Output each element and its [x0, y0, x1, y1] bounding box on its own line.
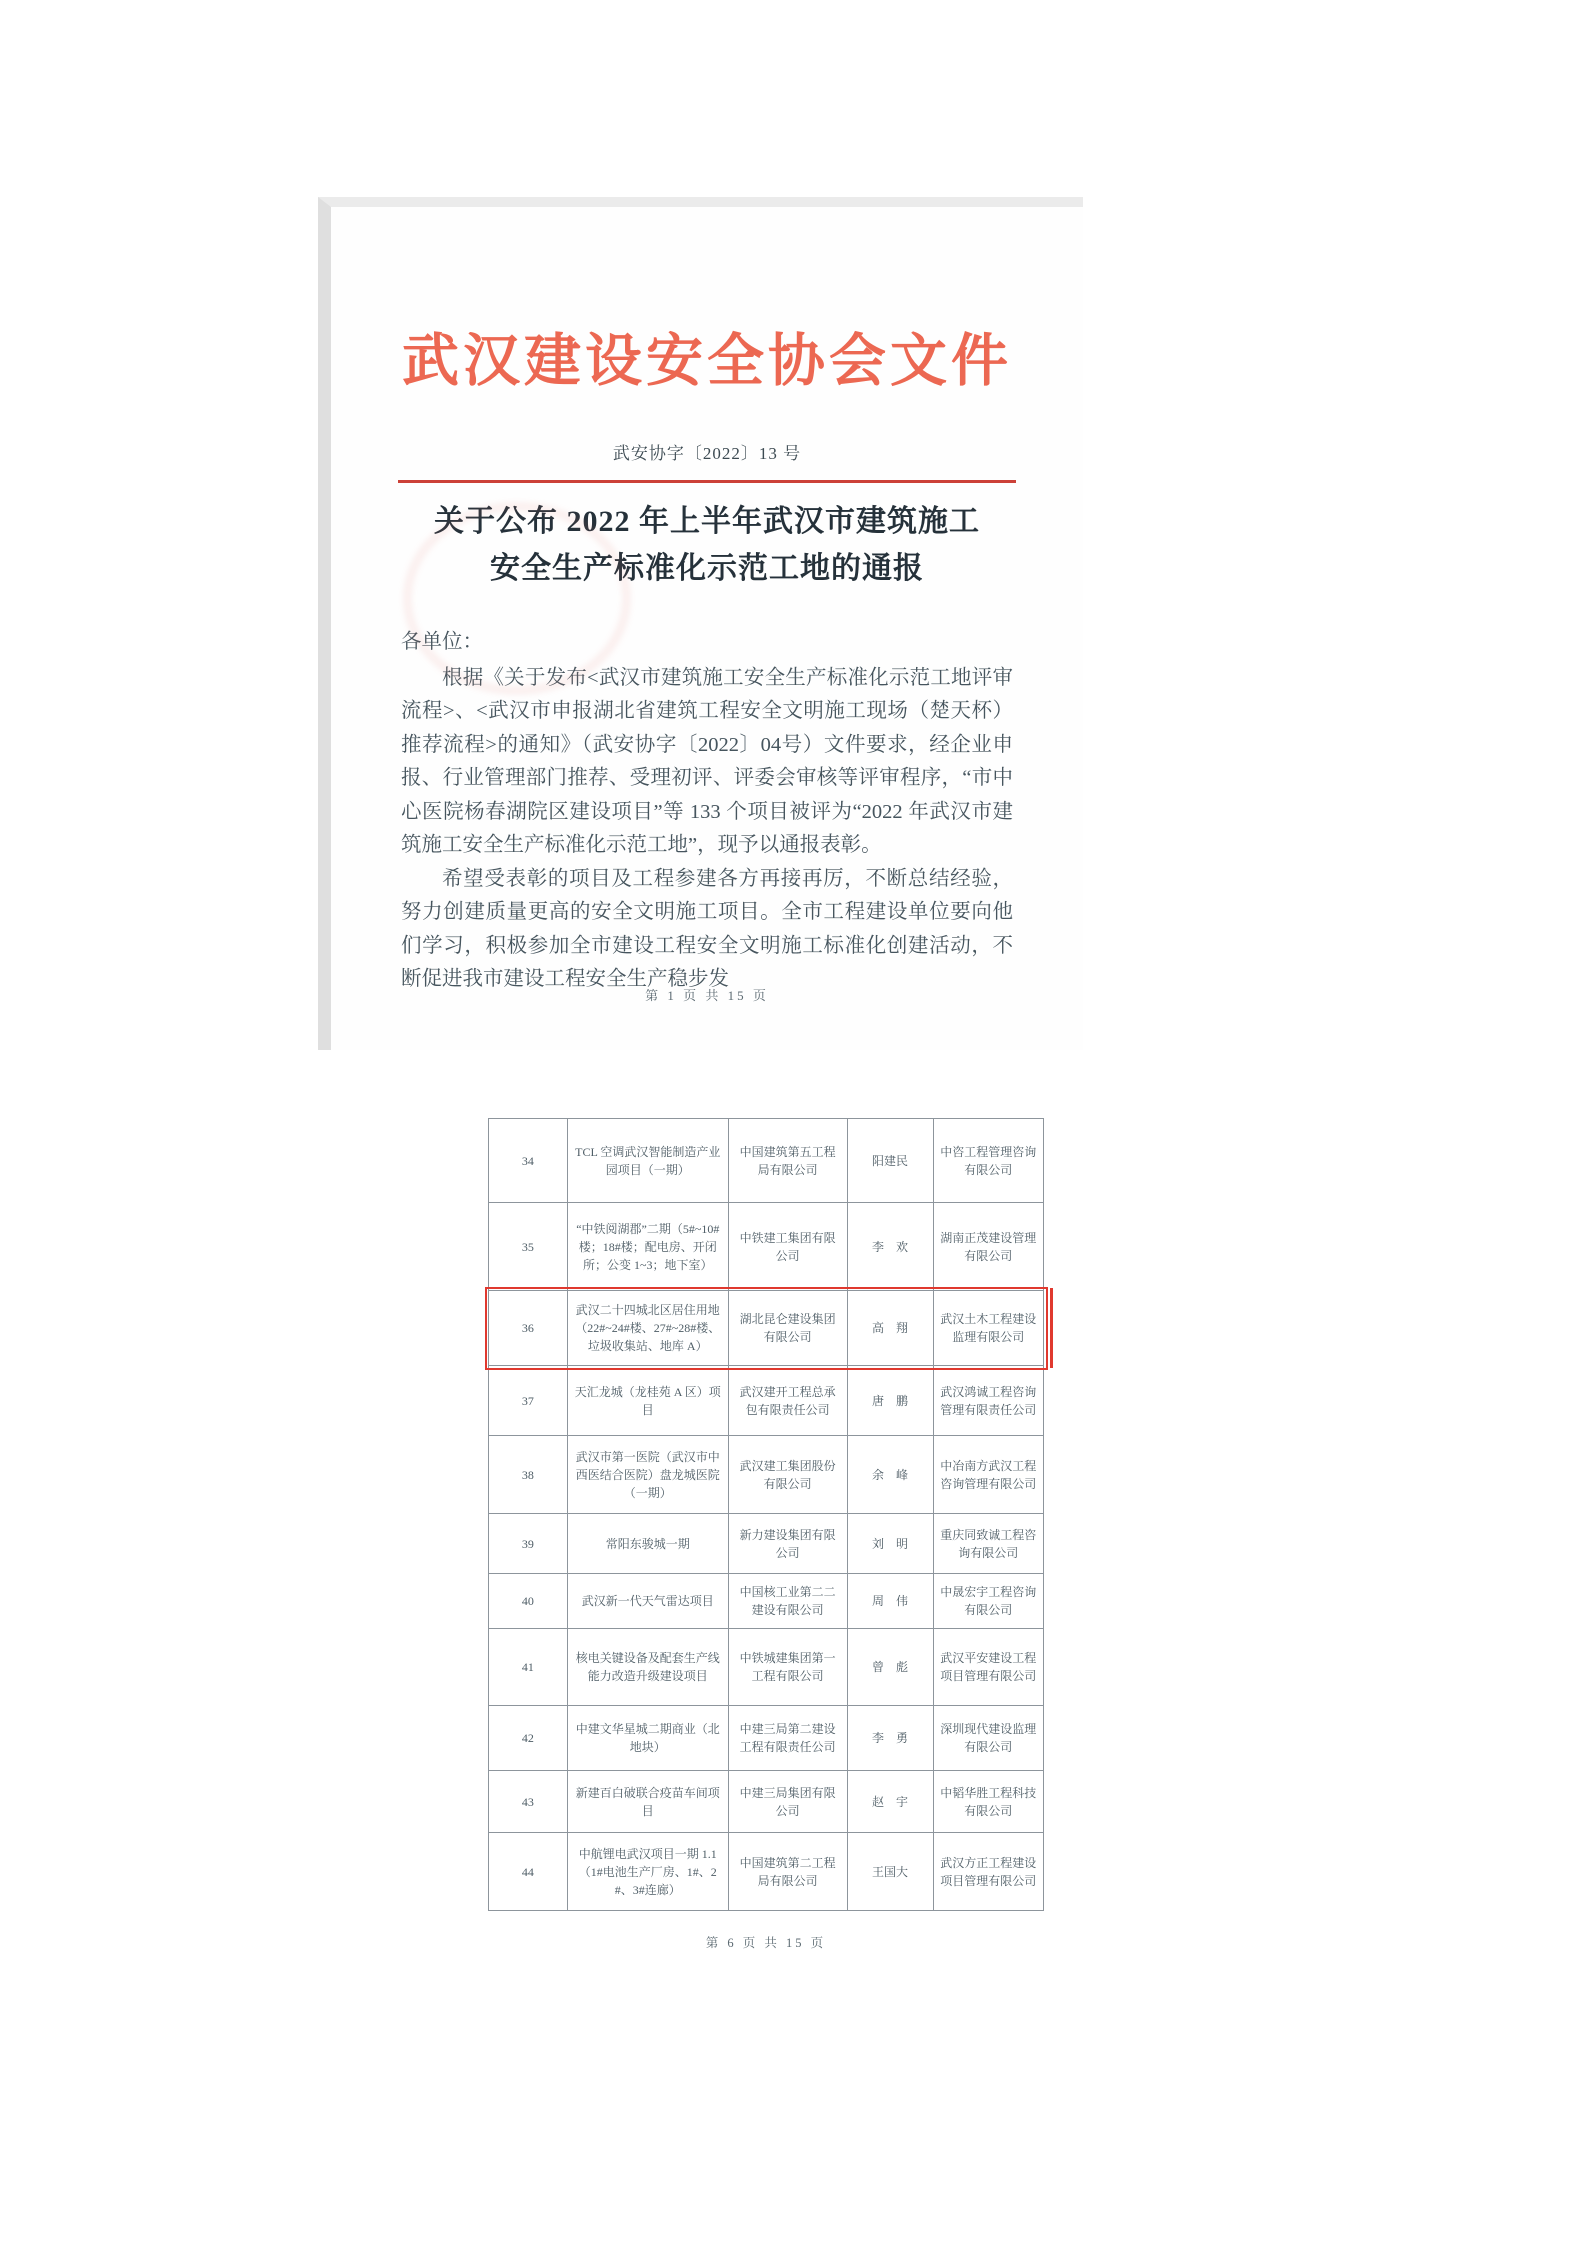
- cell-no: 35: [489, 1203, 568, 1291]
- table-row: [489, 1771, 1044, 1833]
- table-row: [489, 1629, 1044, 1706]
- cell-contractor: 武汉建工集团股份有限公司: [728, 1436, 847, 1514]
- notice-body: [401, 626, 1013, 997]
- cell-contractor: 湖北昆仑建设集团有限公司: [728, 1291, 847, 1366]
- cell-project: “中铁阅湖郡”二期（5#~10#楼；18#楼；配电房、开闭所；公变 1~3；地下室）: [567, 1203, 728, 1291]
- cell-person: 刘 明: [847, 1514, 933, 1574]
- doc-number: 武安协字〔2022〕13 号: [612, 444, 802, 463]
- table-row: [489, 1436, 1044, 1514]
- cell-person: 余 峰: [847, 1436, 933, 1514]
- salutation: 各单位：: [401, 631, 483, 653]
- table-row: [489, 1833, 1044, 1911]
- cell-person: 赵 宇: [847, 1771, 933, 1833]
- cell-no: 39: [489, 1514, 568, 1574]
- notice-page: [318, 197, 1083, 1050]
- projects-table: [488, 1118, 1044, 1911]
- cell-no: 38: [489, 1436, 568, 1514]
- paragraph-2: 希望受表彰的项目及工程参建各方再接再厉，不断总结经验，努力创建质量更高的安全文明施工项目。全市工程建设单位要向他们学习，积极参加全市建设工程安全文明施工标准化创建活动，不断促进我市建设工程安全生产稳步发: [401, 867, 1013, 990]
- cell-person: 高 翔: [847, 1291, 933, 1366]
- cell-no: 40: [489, 1574, 568, 1629]
- cell-supervisor: 武汉方正工程建设项目管理有限公司: [933, 1833, 1043, 1911]
- page1-footer: 第 1 页 共 15 页: [645, 988, 769, 1003]
- cell-no: 44: [489, 1833, 568, 1911]
- cell-project: 天汇龙城（龙桂苑 A 区）项目: [567, 1366, 728, 1436]
- cell-person: 阳建民: [847, 1119, 933, 1203]
- cell-supervisor: 湖南正茂建设管理有限公司: [933, 1203, 1043, 1291]
- doc-title-line2: 安全生产标准化示范工地的通报: [490, 551, 924, 585]
- org-header: 武汉建设安全协会文件: [402, 330, 1012, 393]
- cell-no: 36: [489, 1291, 568, 1366]
- cell-contractor: 武汉建开工程总承包有限责任公司: [728, 1366, 847, 1436]
- cell-supervisor: 中咨工程管理咨询有限公司: [933, 1119, 1043, 1203]
- cell-supervisor: 武汉平安建设工程项目管理有限公司: [933, 1629, 1043, 1706]
- table-row: [489, 1366, 1044, 1436]
- cell-supervisor: 重庆同致诚工程咨询有限公司: [933, 1514, 1043, 1574]
- cell-project: 中航锂电武汉项目一期 1.1（1#电池生产厂房、1#、2#、3#连廊）: [567, 1833, 728, 1911]
- cell-project: 常阳东骏城一期: [567, 1514, 728, 1574]
- table-page: [488, 1118, 1044, 1951]
- cell-no: 34: [489, 1119, 568, 1203]
- cell-person: 唐 鹏: [847, 1366, 933, 1436]
- table-row: [489, 1119, 1044, 1203]
- cell-supervisor: 中韬华胜工程科技有限公司: [933, 1771, 1043, 1833]
- cell-no: 43: [489, 1771, 568, 1833]
- cell-supervisor: 武汉鸿诚工程咨询管理有限责任公司: [933, 1366, 1043, 1436]
- cell-contractor: 新力建设集团有限公司: [728, 1514, 847, 1574]
- doc-title-line1: 关于公布 2022 年上半年武汉市建筑施工: [434, 505, 980, 538]
- cell-contractor: 中国建筑第二工程局有限公司: [728, 1833, 847, 1911]
- cell-person: 周 伟: [847, 1574, 933, 1629]
- cell-supervisor: 深圳现代建设监理有限公司: [933, 1706, 1043, 1771]
- cell-supervisor: 武汉土木工程建设监理有限公司: [933, 1291, 1043, 1366]
- cell-supervisor: 中冶南方武汉工程咨询管理有限公司: [933, 1436, 1043, 1514]
- doc-title: [331, 499, 1083, 592]
- cell-no: 37: [489, 1366, 568, 1436]
- cell-contractor: 中国建筑第五工程局有限公司: [728, 1119, 847, 1203]
- table-row: [489, 1706, 1044, 1771]
- table-row: [489, 1291, 1044, 1366]
- cell-no: 42: [489, 1706, 568, 1771]
- cell-project: 新建百白破联合疫苗车间项目: [567, 1771, 728, 1833]
- cell-project: 武汉新一代天气雷达项目: [567, 1574, 728, 1629]
- cell-person: 李 欢: [847, 1203, 933, 1291]
- cell-supervisor: 中晟宏宇工程咨询有限公司: [933, 1574, 1043, 1629]
- cell-person: 王国大: [847, 1833, 933, 1911]
- paragraph-1: 根据《关于发布<武汉市建筑施工安全生产标准化示范工地评审流程>、<武汉市申报湖北省建筑工程安全文明施工现场（楚天杯）推荐流程>的通知》（武安协字〔2022〕04号）文件要求，经企业申报、行业管理部门推荐、受理初评、评委会审核等评审程序，“市中心医院杨春湖院区建设项目”等 133 个项目被评为“2022 年武汉市建筑施工安全生产标准化示范工地”，现予以通报表彰。: [401, 666, 1013, 856]
- cell-project: 核电关键设备及配套生产线能力改造升级建设项目: [567, 1629, 728, 1706]
- cell-contractor: 中铁城建集团第一工程有限公司: [728, 1629, 847, 1706]
- cell-contractor: 中铁建工集团有限公司: [728, 1203, 847, 1291]
- cell-person: 李 勇: [847, 1706, 933, 1771]
- table-row: [489, 1574, 1044, 1629]
- table-row: [489, 1514, 1044, 1574]
- cell-contractor: 中国核工业第二二建设有限公司: [728, 1574, 847, 1629]
- cell-no: 41: [489, 1629, 568, 1706]
- cell-person: 曾 彪: [847, 1629, 933, 1706]
- cell-project: 武汉市第一医院（武汉市中西医结合医院）盘龙城医院（一期）: [567, 1436, 728, 1514]
- cell-project: 中建文华星城二期商业（北地块）: [567, 1706, 728, 1771]
- cell-contractor: 中建三局第二建设工程有限责任公司: [728, 1706, 847, 1771]
- cell-project: TCL 空调武汉智能制造产业园项目（一期）: [567, 1119, 728, 1203]
- red-divider: [398, 480, 1016, 483]
- page2-footer: 第 6 页 共 15 页: [705, 1936, 827, 1950]
- table-row: [489, 1203, 1044, 1291]
- cell-contractor: 中建三局集团有限公司: [728, 1771, 847, 1833]
- cell-project: 武汉二十四城北区居住用地（22#~24#楼、27#~28#楼、垃圾收集站、地库 A）: [567, 1291, 728, 1366]
